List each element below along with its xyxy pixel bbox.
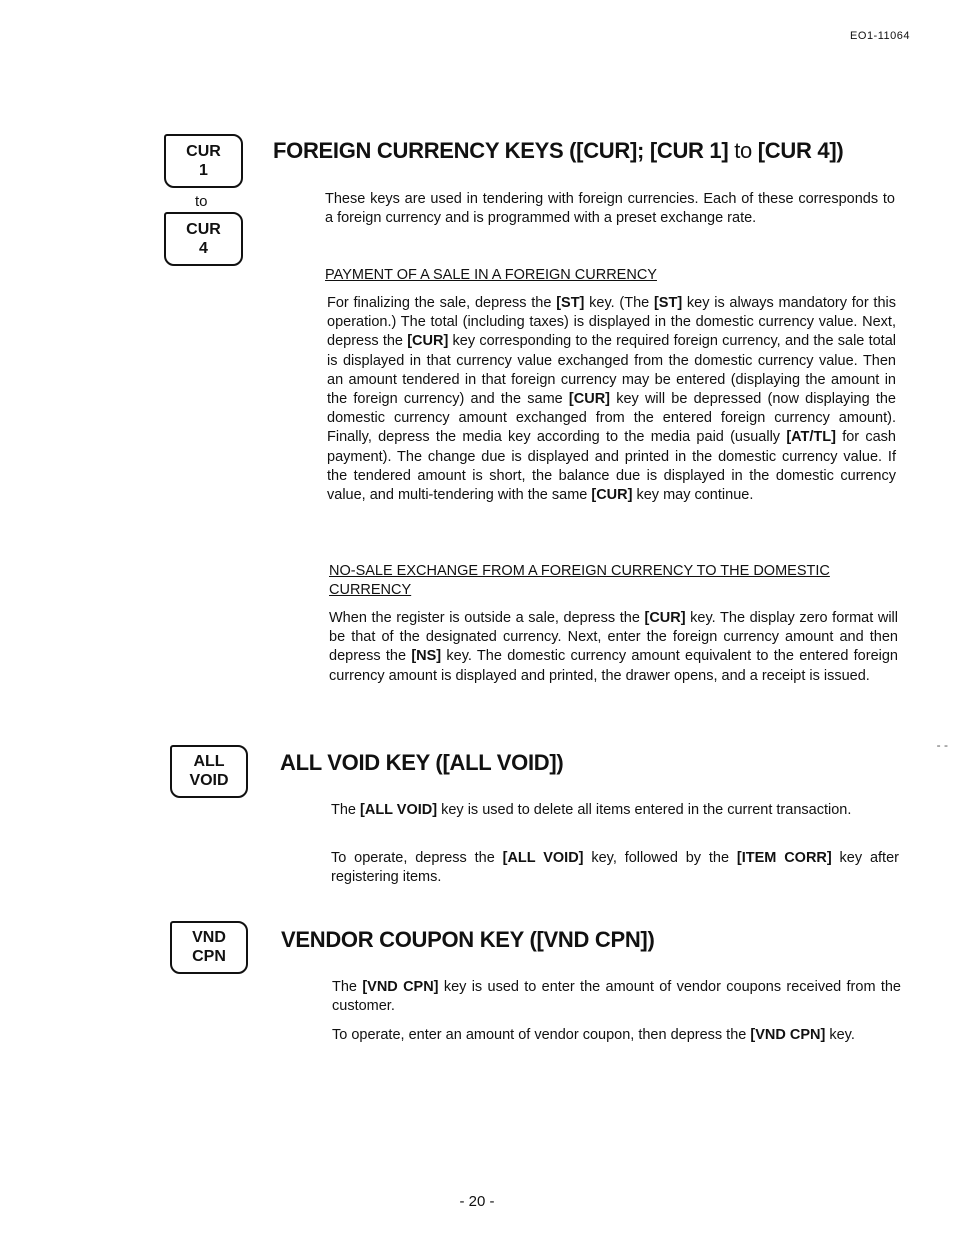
vendor-body-2: To operate, enter an amount of vendor coupon, then depress the [VND CPN] key. bbox=[332, 1027, 855, 1043]
key-label-line1: ALL bbox=[193, 753, 225, 770]
payment-body: For finalizing the sale, depress the [ST] key. (The [ST] key is always mandatory for this operation.) The total (including taxes) is displayed in the domestic currency value. Next, depress the [CUR] key corresponding to the required foreign currency, and the sale total is displayed in that currency value exchanged from the domestic currency value. Then an amount tendered in that foreign currency may be entered (displaying the amount in the foreign currency) and the same [CUR] key will be depressed (now displaying the domestic currency amount exchanged from the entered foreign currency amount). Finally, depress the media key according to the media paid (usually [AT/TL] for cash payment). The change due is displayed and printed in the domestic currency value. If the tendered amount is short, the balance due is displayed in the domestic currency value, and multi-tendering with the same [CUR] key may continue. bbox=[327, 295, 897, 504]
vendor-body-1: The [VND CPN] key is used to enter the amount of vendor coupons received from the customer. bbox=[332, 979, 901, 1015]
key-label-line2: 1 bbox=[199, 162, 208, 179]
key-range-to: to bbox=[195, 193, 208, 210]
vnd-cpn-key-icon bbox=[170, 921, 248, 974]
cur-4-key-icon bbox=[164, 212, 243, 266]
all-void-body-1: The [ALL VOID] key is used to delete all items entered in the current transaction. bbox=[331, 802, 852, 818]
key-label-line1: VND bbox=[192, 929, 226, 946]
foreign-intro: These keys are used in tendering with foreign currencies. Each of these corresponds to a foreign currency and is programmed with a preset exchange rate. bbox=[325, 191, 895, 227]
vendor-coupon-heading: VENDOR COUPON KEY ([VND CPN]) bbox=[281, 927, 655, 952]
foreign-currency-heading: FOREIGN CURRENCY KEYS ([CUR]; [CUR 1] to [CUR 4]) bbox=[273, 138, 844, 163]
all-void-heading: ALL VOID KEY ([ALL VOID]) bbox=[280, 750, 564, 775]
key-label-line1: CUR bbox=[186, 143, 221, 160]
key-label-line2: CPN bbox=[192, 948, 226, 965]
cur-1-key-icon bbox=[164, 134, 243, 188]
key-label-line2: 4 bbox=[199, 240, 208, 257]
document-id: EO1-11064 bbox=[850, 30, 910, 42]
all-void-body-2: To operate, depress the [ALL VOID] key, followed by the [ITEM CORR] key after registering items. bbox=[331, 850, 899, 886]
nosale-body: When the register is outside a sale, depress the [CUR] key. The display zero format will be that of the designated currency. Next, enter the foreign currency amount and then depress the [NS] key. The domestic currency amount equivalent to the entered foreign currency amount is displayed and printed, the drawer opens, and a receipt is issued. bbox=[329, 610, 898, 684]
key-label-line1: CUR bbox=[186, 221, 221, 238]
all-void-key-icon bbox=[170, 745, 248, 798]
margin-mark: - - bbox=[936, 738, 948, 752]
payment-subheading: PAYMENT OF A SALE IN A FOREIGN CURRENCY bbox=[325, 267, 657, 283]
key-label-line2: VOID bbox=[189, 772, 229, 789]
page-number: - 20 - bbox=[459, 1193, 495, 1210]
nosale-subheading: NO-SALE EXCHANGE FROM A FOREIGN CURRENCY TO THE DOMESTIC CURRENCY bbox=[329, 563, 830, 598]
